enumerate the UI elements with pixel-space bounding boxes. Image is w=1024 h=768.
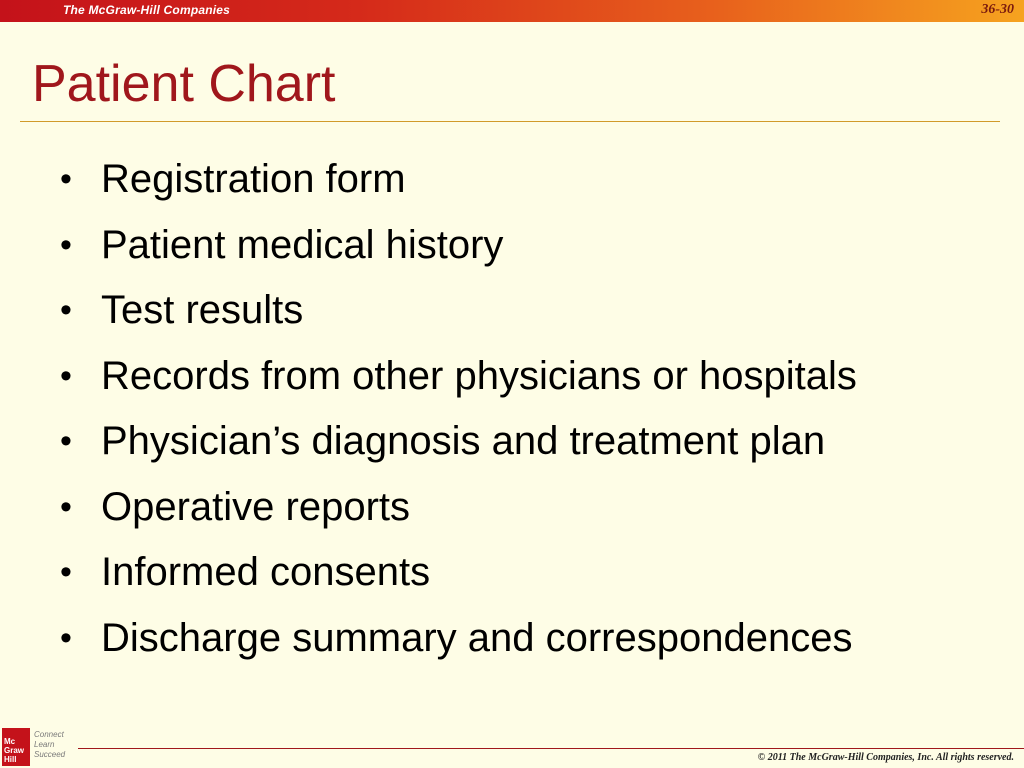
list-item-text: Registration form xyxy=(101,157,406,201)
bullet-icon: • xyxy=(60,422,72,460)
bullet-list xyxy=(60,150,857,674)
publisher-brand: The McGraw-Hill Companies xyxy=(63,3,231,17)
bullet-icon: • xyxy=(60,160,72,198)
bullet-icon: • xyxy=(60,553,72,591)
bullet-icon: • xyxy=(60,356,72,395)
list-item-text: Informed consents xyxy=(101,550,431,594)
list-item xyxy=(60,150,857,216)
tagline-line: Succeed xyxy=(34,750,66,759)
logo-line: Hill xyxy=(4,755,17,764)
slide-number: 36-30 xyxy=(981,2,1014,17)
list-item-text: Discharge summary and correspondences xyxy=(101,615,853,660)
list-item xyxy=(60,478,857,544)
list-item xyxy=(60,216,857,282)
list-item-text: Test results xyxy=(101,288,304,332)
list-item xyxy=(60,412,857,478)
list-item-text: Patient medical history xyxy=(101,222,504,267)
bullet-icon: • xyxy=(60,487,72,526)
list-item xyxy=(60,347,857,413)
bullet-icon: • xyxy=(60,618,72,657)
bullet-icon: • xyxy=(60,291,72,329)
title-divider xyxy=(20,121,1000,122)
slide-title: Patient Chart xyxy=(32,55,336,113)
tagline-line: Connect xyxy=(34,730,64,739)
bullet-icon: • xyxy=(60,225,72,264)
list-item-text: Physician’s diagnosis and treatment plan xyxy=(101,419,826,463)
mcgraw-hill-logo-icon xyxy=(2,728,30,766)
list-item xyxy=(60,281,857,347)
list-item-text: Records from other physicians or hospitals xyxy=(101,353,857,398)
logo-line: Mc xyxy=(4,737,16,746)
copyright-notice: © 2011 The McGraw-Hill Companies, Inc. All rights reserved. xyxy=(757,752,1014,763)
logo-tagline xyxy=(34,730,78,760)
list-item xyxy=(60,609,857,675)
list-item-text: Operative reports xyxy=(101,484,411,529)
list-item xyxy=(60,543,857,609)
logo-line: Graw xyxy=(4,746,25,755)
tagline-line: Learn xyxy=(34,740,55,749)
footer-divider xyxy=(78,748,1024,749)
